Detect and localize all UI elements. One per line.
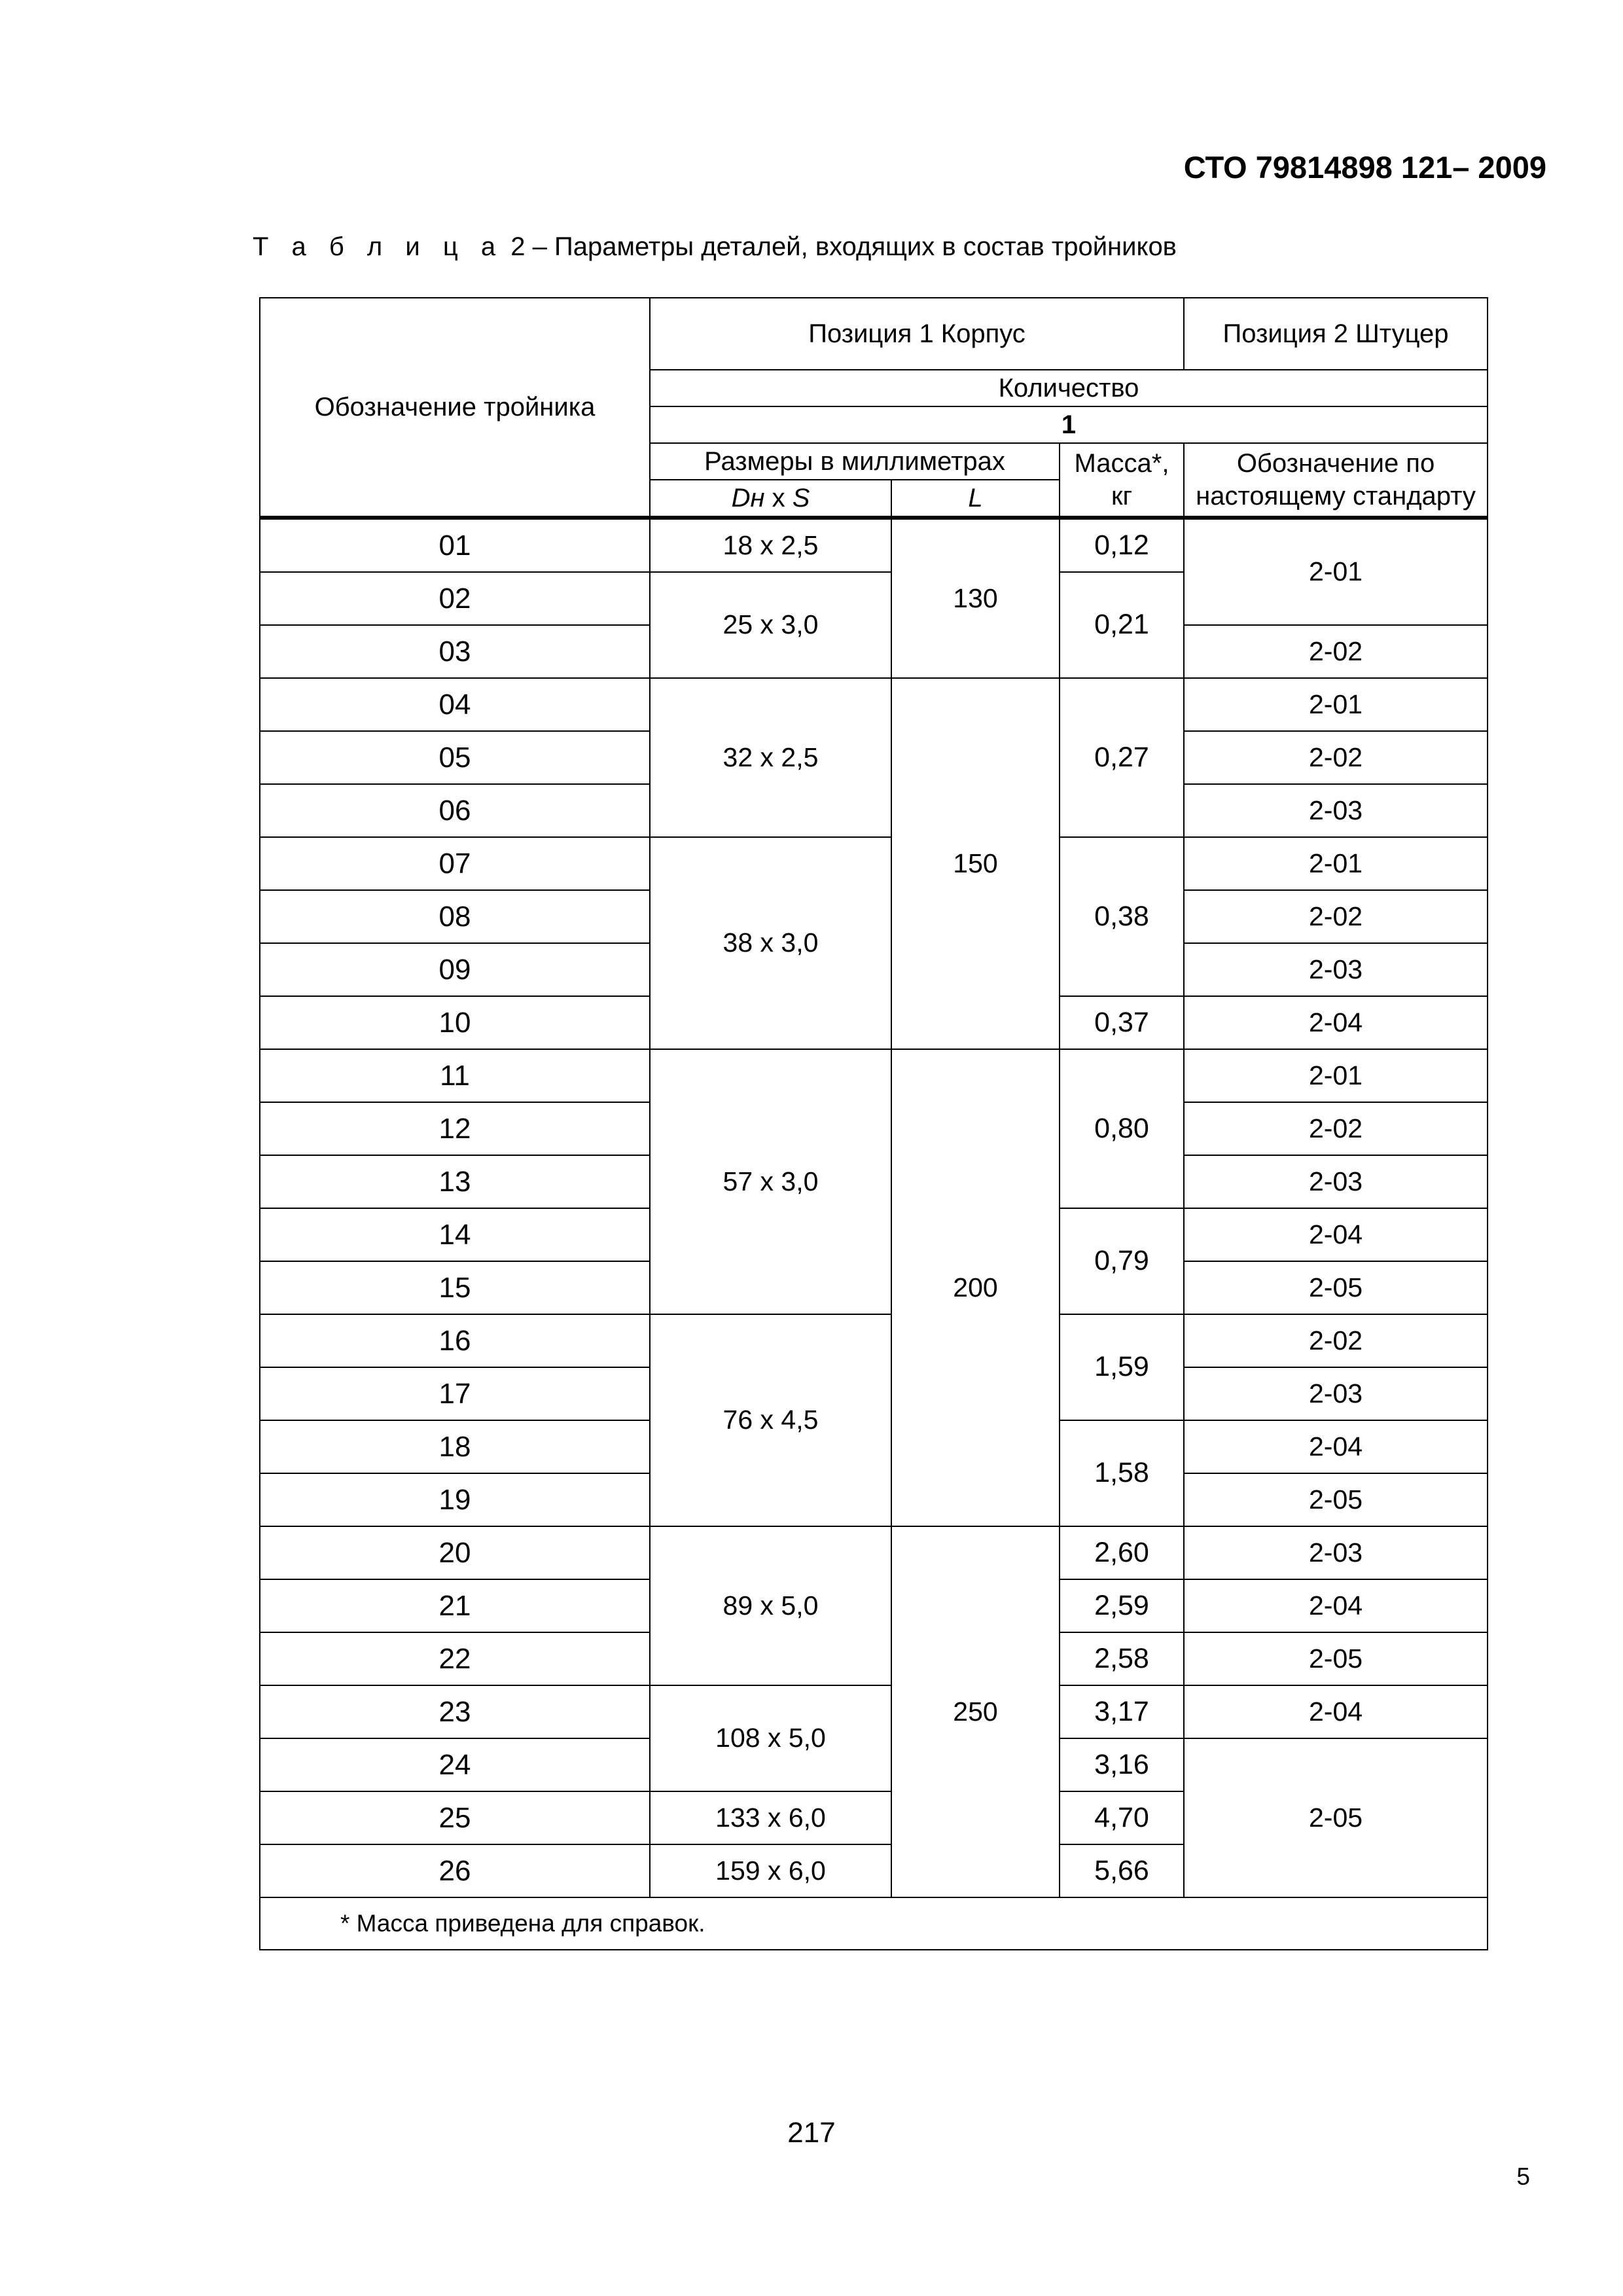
table-cell-code: 22 [260, 1632, 650, 1685]
table-cell-code: 24 [260, 1738, 650, 1791]
table-cell-size: 38 x 3,0 [650, 837, 891, 1049]
table-cell-code: 05 [260, 731, 650, 784]
table-cell-code: 07 [260, 837, 650, 890]
table-cell-mass: 1,59 [1060, 1314, 1184, 1420]
table-cell-size: 57 x 3,0 [650, 1049, 891, 1314]
table-cell-code: 01 [260, 518, 650, 572]
s-symbol: S [792, 484, 810, 512]
table-cell-fitting: 2-04 [1184, 996, 1488, 1049]
dimensions-header: Размеры в миллиметрах [650, 443, 1060, 480]
table-cell-code: 19 [260, 1473, 650, 1526]
table-cell-mass: 1,58 [1060, 1420, 1184, 1526]
table-cell-code: 09 [260, 943, 650, 996]
table-cell-mass: 0,80 [1060, 1049, 1184, 1208]
table-cell-length: 250 [891, 1526, 1060, 1897]
caption-number: 2 [510, 232, 526, 261]
table-cell-code: 26 [260, 1844, 650, 1897]
table-cell-mass: 0,79 [1060, 1208, 1184, 1314]
table-cell-code: 03 [260, 625, 650, 678]
table-cell-size: 133 x 6,0 [650, 1791, 891, 1844]
document-code: СТО 79814898 121– 2009 [1183, 150, 1546, 185]
table-cell-code: 16 [260, 1314, 650, 1367]
table-cell-length: 130 [891, 518, 1060, 678]
table-cell-code: 25 [260, 1791, 650, 1844]
times-symbol: x [764, 484, 793, 512]
table-cell-code: 15 [260, 1261, 650, 1314]
table-cell-fitting: 2-03 [1184, 1155, 1488, 1208]
table-cell-fitting: 2-03 [1184, 784, 1488, 837]
table-cell-code: 21 [260, 1579, 650, 1632]
length-header: L [891, 480, 1060, 518]
table-cell-mass: 4,70 [1060, 1791, 1184, 1844]
table-cell-code: 02 [260, 572, 650, 625]
table-cell-size: 89 x 5,0 [650, 1526, 891, 1685]
table-cell-fitting: 2-02 [1184, 731, 1488, 784]
standard-header: Обозначение по настоящему стандарту [1184, 443, 1488, 518]
table-cell-fitting: 2-02 [1184, 1314, 1488, 1367]
table-cell-size: 18 x 2,5 [650, 518, 891, 572]
table-cell-mass: 2,59 [1060, 1579, 1184, 1632]
page-number: 217 [787, 2117, 836, 2149]
table-cell-mass: 5,66 [1060, 1844, 1184, 1897]
table-cell-fitting: 2-03 [1184, 1526, 1488, 1579]
sheet-number: 5 [1516, 2163, 1530, 2190]
position-1-header: Позиция 1 Корпус [650, 298, 1184, 370]
table-cell-fitting: 2-05 [1184, 1473, 1488, 1526]
table-cell-fitting: 2-04 [1184, 1208, 1488, 1261]
designation-header: Обозначение тройника [260, 298, 650, 518]
table-cell-length: 200 [891, 1049, 1060, 1526]
position-2-header: Позиция 2 Штуцер [1184, 298, 1488, 370]
table-cell-code: 13 [260, 1155, 650, 1208]
table-cell-code: 18 [260, 1420, 650, 1473]
quantity-value: 1 [650, 406, 1488, 443]
table-cell-code: 14 [260, 1208, 650, 1261]
table-cell-fitting: 2-02 [1184, 625, 1488, 678]
table-cell-size: 32 x 2,5 [650, 678, 891, 837]
table-cell-mass: 3,16 [1060, 1738, 1184, 1791]
table-cell-length: 150 [891, 678, 1060, 1049]
table-cell-fitting: 2-01 [1184, 678, 1488, 731]
table-cell-mass: 2,60 [1060, 1526, 1184, 1579]
table-cell-size: 25 x 3,0 [650, 572, 891, 678]
table-cell-fitting: 2-05 [1184, 1632, 1488, 1685]
table-footnote: * Масса приведена для справок. [260, 1897, 1488, 1950]
parameters-table [259, 297, 1488, 1950]
table-cell-mass: 0,38 [1060, 837, 1184, 996]
caption-prefix: Т а б л и ц а [253, 232, 504, 261]
table-cell-mass: 0,27 [1060, 678, 1184, 837]
table-cell-fitting: 2-05 [1184, 1738, 1488, 1897]
table-cell-fitting: 2-03 [1184, 943, 1488, 996]
table-cell-fitting: 2-03 [1184, 1367, 1488, 1420]
table-cell-fitting: 2-01 [1184, 518, 1488, 625]
table-cell-code: 10 [260, 996, 650, 1049]
table-cell-code: 12 [260, 1102, 650, 1155]
mass-header: Масса*, кг [1060, 443, 1184, 518]
quantity-header: Количество [650, 370, 1488, 406]
table-cell-mass: 2,58 [1060, 1632, 1184, 1685]
table-caption [253, 232, 1177, 262]
table-cell-code: 06 [260, 784, 650, 837]
table-cell-fitting: 2-02 [1184, 890, 1488, 943]
table-cell-mass: 0,21 [1060, 572, 1184, 678]
table-cell-fitting: 2-04 [1184, 1579, 1488, 1632]
table-cell-size: 108 x 5,0 [650, 1685, 891, 1791]
dn-s-header [650, 480, 891, 518]
dn-symbol: Dн [731, 484, 765, 512]
table-cell-code: 08 [260, 890, 650, 943]
table-cell-fitting: 2-01 [1184, 1049, 1488, 1102]
table-cell-size: 76 x 4,5 [650, 1314, 891, 1526]
table-cell-code: 17 [260, 1367, 650, 1420]
table-cell-fitting: 2-04 [1184, 1420, 1488, 1473]
table-cell-fitting: 2-05 [1184, 1261, 1488, 1314]
table-cell-fitting: 2-04 [1184, 1685, 1488, 1738]
table-cell-size: 159 x 6,0 [650, 1844, 891, 1897]
caption-text: – Параметры деталей, входящих в состав тройников [525, 232, 1177, 261]
table-cell-code: 04 [260, 678, 650, 731]
table-cell-mass: 3,17 [1060, 1685, 1184, 1738]
table-cell-fitting: 2-02 [1184, 1102, 1488, 1155]
table-cell-mass: 0,12 [1060, 518, 1184, 572]
table-cell-code: 20 [260, 1526, 650, 1579]
table-cell-code: 23 [260, 1685, 650, 1738]
table-cell-code: 11 [260, 1049, 650, 1102]
table-cell-mass: 0,37 [1060, 996, 1184, 1049]
table-cell-fitting: 2-01 [1184, 837, 1488, 890]
